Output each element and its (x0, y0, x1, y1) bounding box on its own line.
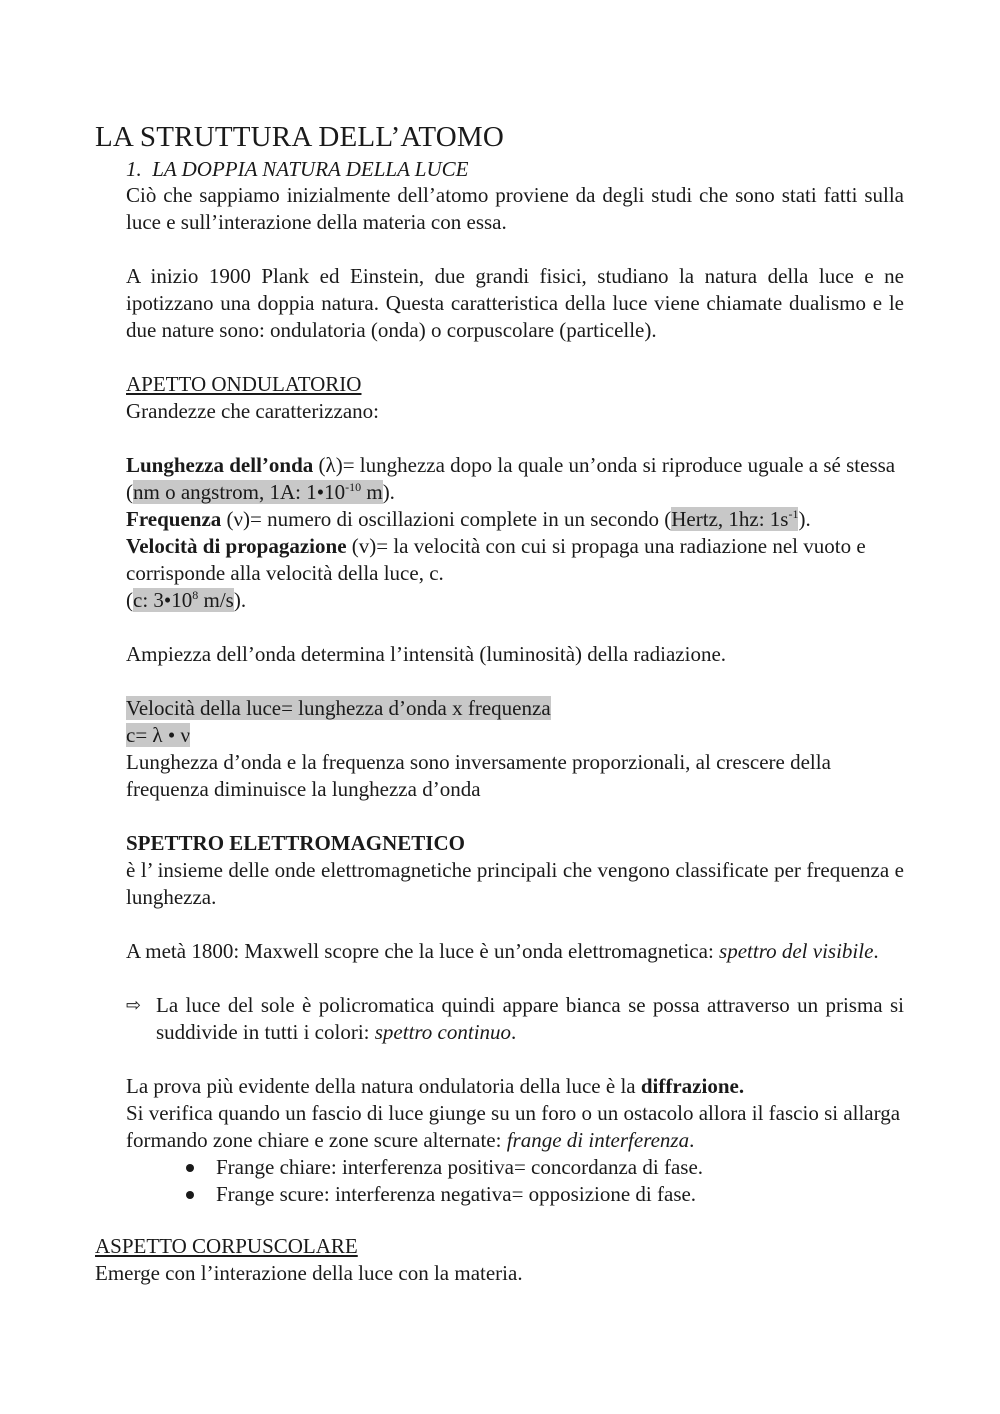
document-title: LA STRUTTURA DELL’ATOMO (95, 121, 505, 153)
section-title: LA DOPPIA NATURA DELLA LUCE (152, 157, 469, 181)
corpuscular-text: Emerge con l’interazione della luce con la materia. (95, 1261, 523, 1285)
velocity-term: Velocità di propagazione (126, 534, 347, 558)
bullet-icon (186, 1191, 194, 1199)
corpuscular-heading: ASPETTO CORPUSCOLARE (95, 1234, 358, 1258)
section-number: 1. (126, 157, 142, 181)
wave-intro: Grandezze che caratterizzano: (126, 399, 379, 423)
section-heading (126, 156, 904, 183)
proportion-text: Lunghezza d’onda e la frequenza sono inversamente proporzionali, al crescere della frequenza diminuisce la lunghezza d’onda (126, 750, 831, 801)
formula: c= λ • ν (126, 723, 190, 747)
wavelength-unit: nm o angstrom, 1A: $1•10^{-10}$ m (133, 480, 383, 504)
arrow-right-icon: ⇨ (126, 995, 142, 1016)
formula-block (126, 695, 904, 749)
velocity-definition: Velocità di propagazione (v)= la velocità con cui si propaga una radiazione nel vuoto e corrisponde alla velocità della luce, c. (c: $3•10^8$ m/s). (126, 534, 866, 612)
formula-text: Velocità della luce= lunghezza d’onda x frequenza (126, 696, 551, 720)
dualism-paragraph: A inizio 1900 Plank ed Einstein, due grandi fisici, studiano la natura della luce e ne ipotizzano una doppia natura. Questa caratteristica della luce viene chiamate dualismo e le due nature sono: ondulatoria (onda) o corpuscolare (particelle). (126, 264, 904, 342)
wavelength-term: Lunghezza dell’onda (126, 453, 314, 477)
document-page: LA STRUTTURA DELL’ATOMO 1. LA DOPPIA NATURA DELLA LUCE Ciò che sappiamo inizialmente dell’atomo proviene da degli studi che sono stati fatti sulla luce e sull’interazione della materia con essa. A inizio 1900 Plank ed Einstein, due grandi fisici, studiano la natura della luce e ne ipotizzano una doppia natura. Questa caratteristica della luce viene chiamate dualismo e le due nature sono: ondulatoria (onda) o corpuscolare (particelle). APETTO ONDULATORIO Grandezze che caratterizzano: Lunghezza dell’onda (λ)= lunghezza dopo la quale un’onda si riproduce uguale a sé stessa (nm o angstrom, 1A: $1•10^{-10}$ m). Frequenza (ν)= numero di oscillazioni complete in un secondo (Hertz, 1hz: $1s^{-1}$). Velocità di propagazione (v)= la velocità con cui si propaga una radiazione nel vuoto e corrisponde alla velocità della luce, c. (c: $3•10^8$ m/s). Ampiezza dell’onda determina l’intensità (luminosità) della radiazione. Velocità della luce= lunghezza d’onda x frequenza c= λ • ν Lunghezza d’onda e la frequenza sono inversamente proporzionali, al crescere della frequenza diminuisce la lunghezza d’onda SPETTRO ELETTROMAGNETICO è l’ insieme delle onde elettromagnetiche principali che vengono classificate per frequenza e lunghezza. A metà 1800: Maxwell scopre che la luce è un’onda elettromagnetica: spettro del visibile. ⇨ La luce del sole è policromatica quindi appare bianca se possa attraverso un prisma si suddivide in tutti i colori: spettro continuo. La prova più evidente della natura ondulatoria della luce è la diffrazione. Si verifica quando un fascio di luce giunge su un foro o un ostacolo allora il fascio si allarga formando zone chiare e zone scure alternate: frange di interferenza. Frange chiare: interferenza positiva= concordanza di fase. Frange scure: interferenza negativa= opposizione di fase. ASPETTO CORPUSCOLARE Emerge con l’interazione della luce con la materia. (0, 0, 1000, 1414)
spectrum-heading: SPETTRO ELETTROMAGNETICO (126, 831, 465, 855)
frequency-unit: Hertz, 1hz: $1s^{-1}$ (671, 507, 799, 531)
wavelength-text: (λ)= lunghezza dopo la quale un’onda si riproduce uguale a sé stessa ( (126, 453, 896, 504)
frequency-term: Frequenza (126, 507, 222, 531)
maxwell-paragraph: A metà 1800: Maxwell scopre che la luce è un’onda elettromagnetica: spettro del visibile. (126, 939, 879, 963)
intro-paragraph: Ciò che sappiamo inizialmente dell’atomo proviene da degli studi che sono stati fatti sulla luce e sull’interazione della materia con essa. (126, 183, 904, 234)
frequency-definition: Frequenza (ν)= numero di oscillazioni complete in un secondo (Hertz, 1hz: $1s^{-1}$). (126, 507, 811, 531)
bullet-icon (186, 1164, 194, 1172)
frequency-text: (ν)= numero di oscillazioni complete in un secondo ( (221, 507, 672, 531)
wave-aspect-heading: APETTO ONDULATORIO (126, 372, 362, 396)
wavelength-definition: Lunghezza dell’onda (λ)= lunghezza dopo la quale un’onda si riproduce uguale a sé stessa (nm o angstrom, 1A: $1•10^{-10}$ m). (126, 453, 896, 504)
arrow-item-text: La luce del sole è policromatica quindi appare bianca se possa attraverso un prisma si suddivide in tutti i colori: spettro continuo. (156, 993, 904, 1044)
velocity-text: (v)= la velocità con cui si propaga una radiazione nel vuoto e corrisponde alla velocità della luce, c. (126, 534, 866, 585)
velocity-unit: c: $3•10^8$ m/s (133, 588, 234, 612)
spectrum-text: è l’ insieme delle onde elettromagnetiche principali che vengono classificate per frequenza e lunghezza. (126, 858, 904, 909)
diffraction-paragraph: La prova più evidente della natura ondulatoria della luce è la diffrazione. Si verifica quando un fascio di luce giunge su un foro o un ostacolo allora il fascio si allarga formando zone chiare e zone scure alternate: frange di interferenza. (126, 1074, 901, 1152)
amplitude-text: Ampiezza dell’onda determina l’intensità (luminosità) della radiazione. (126, 642, 727, 666)
